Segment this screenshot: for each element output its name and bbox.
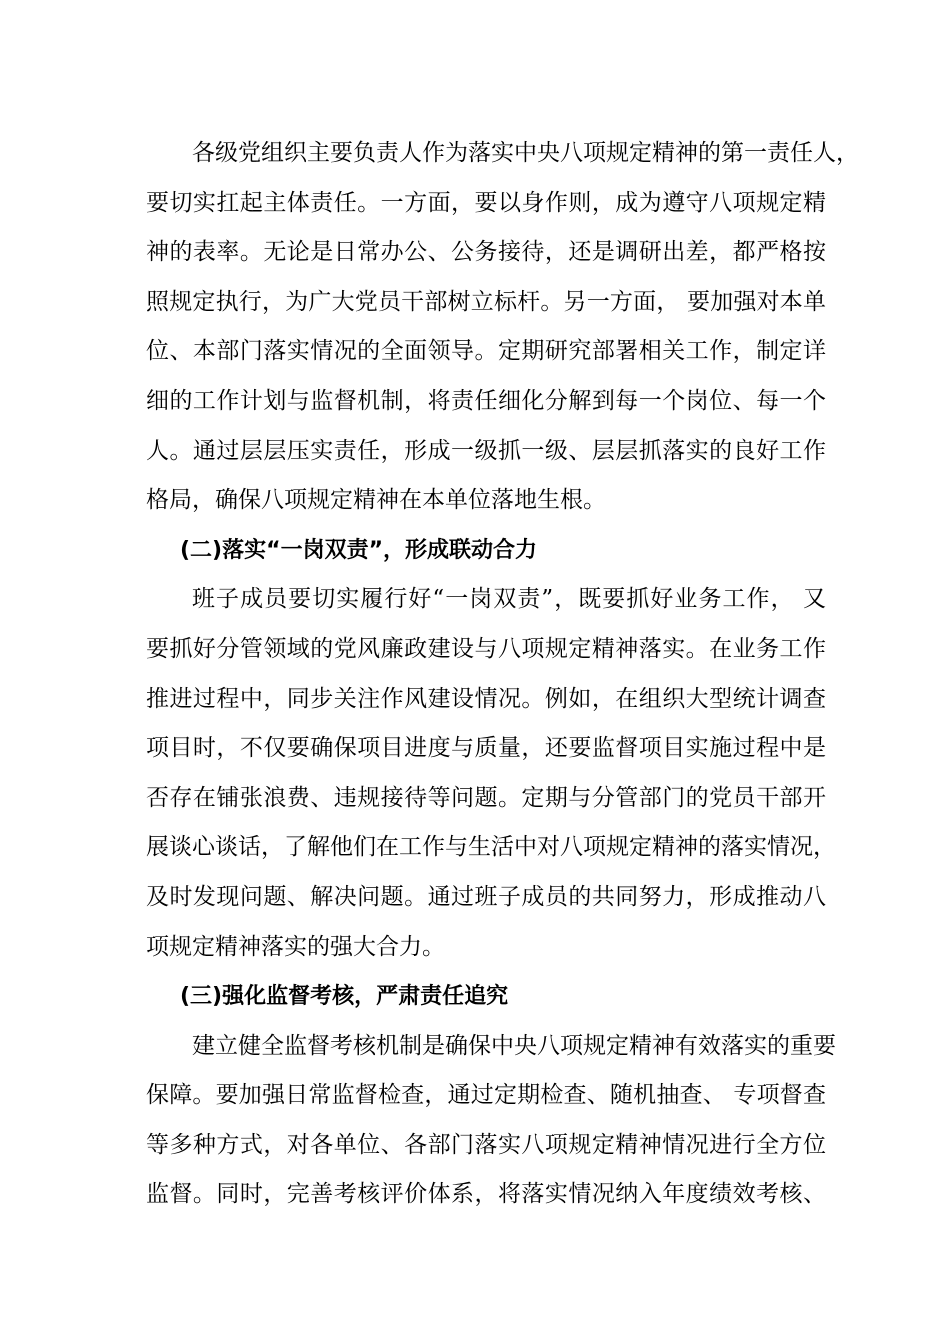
paragraph-2-line-1: 班子成员要切实履行好“一岗双责”，既要抓好业务工作， 又 (192, 586, 826, 613)
paragraph-3-line-3: 等多种方式，对各单位、各部门落实八项规定精神情况进行全方位 (146, 1131, 826, 1158)
paragraph-1-line-4: 照规定执行，为广大党员干部树立标杆。另一方面， 要加强对本单 (146, 288, 826, 315)
paragraph-1-line-5: 位、本部门落实情况的全面领导。定期研究部署相关工作，制定详 (146, 338, 826, 365)
paragraph-1-line-1: 各级党组织主要负责人作为落实中央八项规定精神的第一责任人， (192, 140, 859, 166)
section-heading-2: (二)落实“一岗双责”，形成联动合力 (180, 537, 538, 563)
paragraph-3-line-4: 监督。同时，完善考核评价体系，将落实情况纳入年度绩效考核、 (146, 1181, 826, 1208)
paragraph-2-line-6: 展谈心谈话，了解他们在工作与生活中对八项规定精神的落实情况， (146, 834, 836, 861)
paragraph-1-line-8: 格局，确保八项规定精神在本单位落地生根。 (146, 487, 606, 514)
paragraph-3-line-1: 建立健全监督考核机制是确保中央八项规定精神有效落实的重要 (192, 1032, 836, 1059)
document-body (146, 129, 859, 1220)
paragraph-2-line-3: 推进过程中，同步关注作风建设情况。例如，在组织大型统计调查 (146, 685, 826, 712)
paragraph-1-line-3: 神的表率。无论是日常办公、公务接待，还是调研出差，都严格按 (146, 239, 826, 266)
paragraph-2-line-5: 否存在铺张浪费、违规接待等问题。定期与分管部门的党员干部开 (146, 784, 826, 811)
paragraph-1-line-2: 要切实扛起主体责任。一方面，要以身作则，成为遵守八项规定精 (146, 189, 826, 216)
paragraph-2-line-7: 及时发现问题、解决问题。通过班子成员的共同努力，形成推动八 (146, 883, 826, 910)
paragraph-1-line-7: 人。通过层层压实责任，形成一级抓一级、层层抓落实的良好工作 (146, 437, 826, 464)
paragraph-2-line-8: 项规定精神落实的强大合力。 (146, 933, 445, 960)
paragraph-3-line-2: 保障。要加强日常监督检查，通过定期检查、随机抽查、 专项督查 (146, 1082, 826, 1109)
paragraph-2-line-4: 项目时，不仅要确保项目进度与质量，还要监督项目实施过程中是 (146, 735, 826, 762)
section-heading-3: (三)强化监督考核，严肃责任追究 (180, 984, 509, 1010)
paragraph-1-line-6: 细的工作计划与监督机制，将责任细化分解到每一个岗位、每一个 (146, 387, 826, 414)
paragraph-2-line-2: 要抓好分管领域的党风廉政建设与八项规定精神落实。在业务工作 (146, 635, 826, 662)
